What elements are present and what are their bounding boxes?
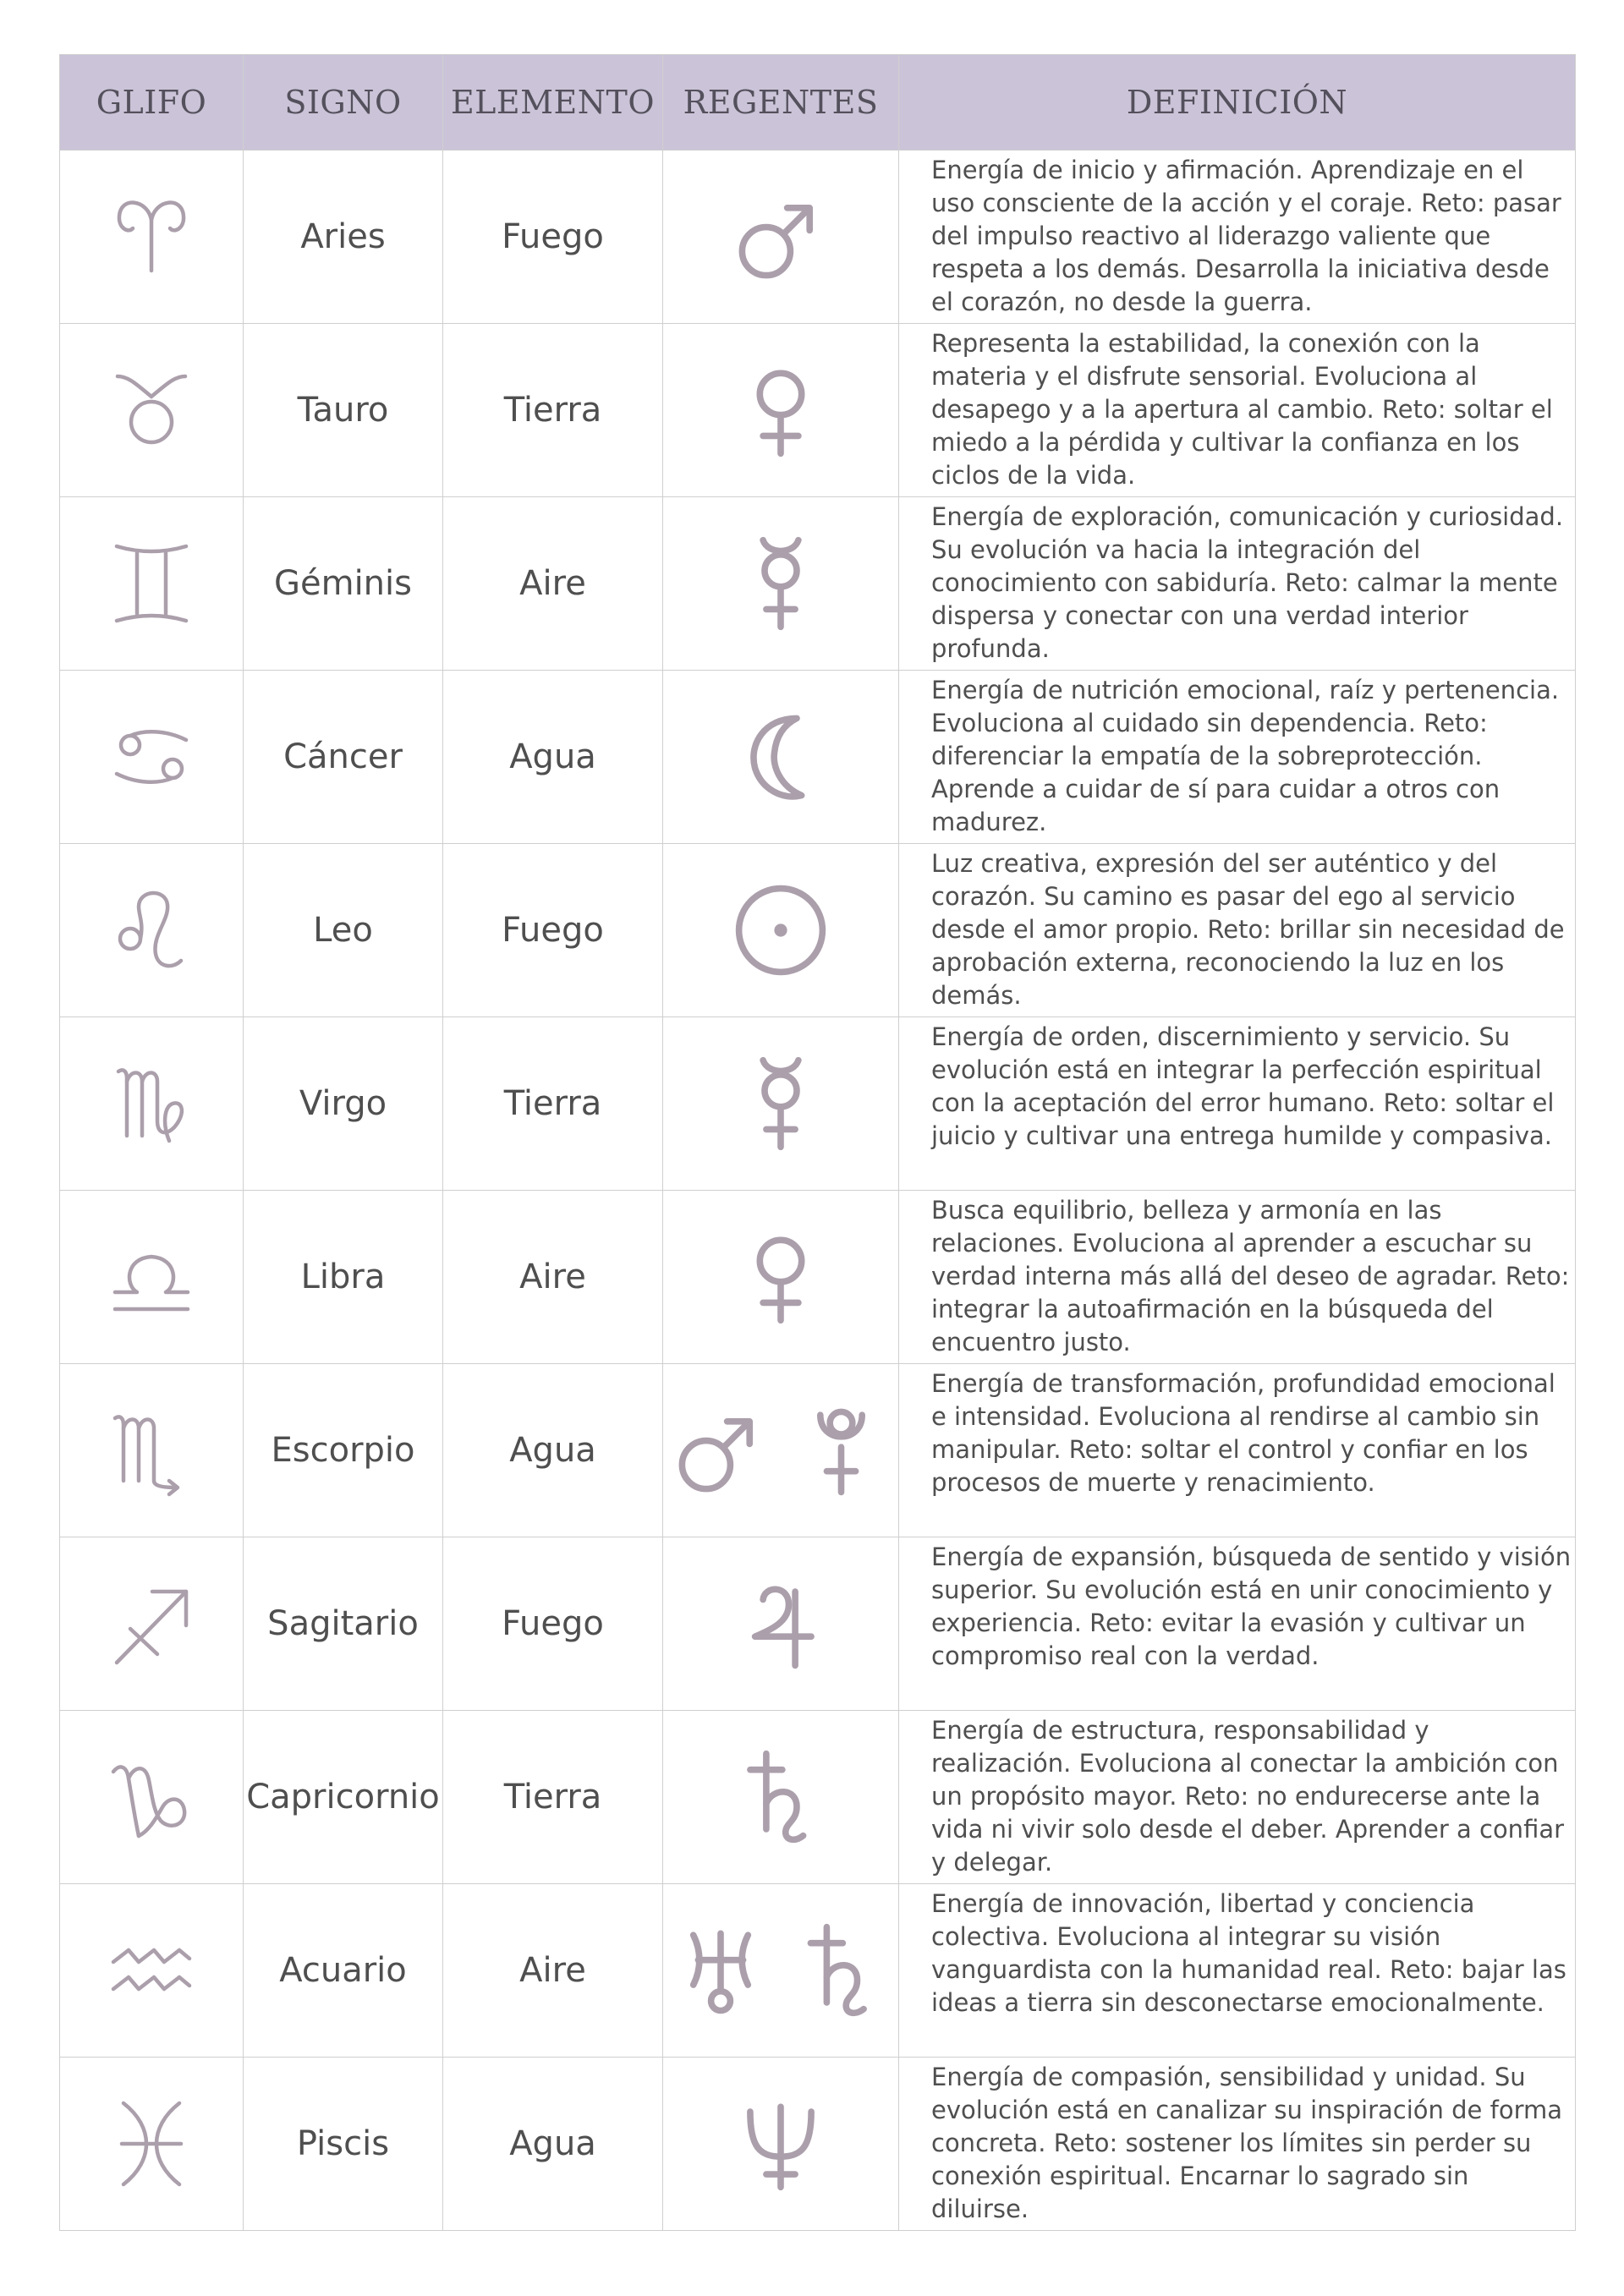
table-row [60,151,1576,324]
rulers-cell [663,1364,899,1537]
leo-icon [105,879,198,981]
glyph-cell [60,1711,244,1884]
sagittarius-icon [105,1573,198,1674]
glyph-cell [60,497,244,671]
saturn-icon [750,1754,804,1840]
mercury-icon [763,1060,798,1148]
mercury-icon [763,540,798,627]
pluto-icon [820,1411,862,1492]
cancer-icon [105,706,198,808]
definition-text: Energía de innovación, libertad y conciencia colectiva. Evoluciona al integrar su visión vanguardista con la humanidad real. Reto: bajar las ideas a tierra sin desconectarse emocionalmente. [899,1884,1576,2058]
rulers-cell [663,1884,899,2058]
element-name: Agua [443,1364,663,1537]
glyph-cell [60,2058,244,2231]
header-row [60,55,1576,151]
zodiac-table [59,54,1576,2231]
definition-text: Energía de nutrición emocional, raíz y pertenencia. Evoluciona al cuidado sin dependencia. Reto: diferenciar la empatía de la sobreprotección. Aprende a cuidar de sí para cuidar a otros con madurez. [899,671,1576,844]
element-name: Aire [443,1884,663,2058]
rulers-cell [663,1711,899,1884]
glyph-cell [60,1017,244,1191]
glyph-cell [60,1537,244,1711]
rulers-symbols [732,709,829,805]
saturn-icon [810,1927,864,2014]
element-name: Agua [443,2058,663,2231]
definition-text: Energía de compasión, sensibilidad y unidad. Su evolución está en canalizar su inspiración de forma concreta. Reto: sostener los límites sin perder su conexión espiritual. Encarnar lo sagrado sin diluirse. [899,2058,1576,2231]
rulers-cell [663,324,899,497]
table-row [60,844,1576,1017]
element-name: Fuego [443,844,663,1017]
element-name: Tierra [443,324,663,497]
jupiter-icon [755,1589,812,1665]
element-name: Tierra [443,1711,663,1884]
neptune-icon [750,2107,811,2187]
venus-icon [760,373,801,453]
element-name: Aire [443,1191,663,1364]
table-row [60,1537,1576,1711]
element-name: Fuego [443,151,663,324]
definition-text: Energía de exploración, comunicación y curiosidad. Su evolución va hacia la integración del conocimiento con sabiduría. Reto: calmar la mente dispersa y conectar con una verdad interior profunda. [899,497,1576,671]
sign-name: Capricornio [244,1711,443,1884]
sign-name: Aries [244,151,443,324]
moon-icon [754,718,802,797]
definition-text: Energía de orden, discernimiento y servicio. Su evolución está en integrar la perfección espiritual con la aceptación del error humano. Reto: soltar el juicio y cultivar una entrega humilde y compasiva. [899,1017,1576,1191]
sign-name: Escorpio [244,1364,443,1537]
rulers-symbols [732,1575,829,1672]
glyph-cell [60,671,244,844]
glyph-cell [60,324,244,497]
header-sign: SIGNO [244,55,443,151]
header-element: ELEMENTO [443,55,663,151]
sign-name: Libra [244,1191,443,1364]
glyph-cell [60,1191,244,1364]
rulers-symbols [732,535,829,632]
virgo-icon [105,1053,198,1154]
scorpio-icon [105,1400,198,1501]
capricorn-icon [105,1746,198,1848]
sign-name: Sagitario [244,1537,443,1711]
rulers-symbols [732,2096,829,2192]
rulers-cell [663,844,899,1017]
rulers-symbols [732,1749,829,1845]
gemini-icon [105,533,198,634]
rulers-symbols [672,1922,890,2019]
sign-name: Acuario [244,1884,443,2058]
element-name: Fuego [443,1537,663,1711]
glyph-cell [60,844,244,1017]
rulers-symbols [672,1402,890,1499]
mars-icon [742,208,809,276]
table-row [60,1884,1576,2058]
aquarius-icon [105,1920,198,2021]
venus-icon [760,1240,801,1320]
sign-name: Tauro [244,324,443,497]
element-name: Agua [443,671,663,844]
aries-icon [105,186,198,288]
header-glyph: GLIFO [60,55,244,151]
rulers-symbols [732,1229,829,1325]
rulers-cell [663,497,899,671]
rulers-symbols [732,882,829,978]
rulers-cell [663,1017,899,1191]
libra-icon [105,1226,198,1328]
header-rulers: REGENTES [663,55,899,151]
taurus-icon [105,359,198,461]
mars-icon [682,1422,749,1489]
definition-text: Energía de inicio y afirmación. Aprendizaje en el uso consciente de la acción y el coraje. Reto: pasar del impulso reactivo al liderazgo valiente que respeta a los demás. Desarrolla la iniciativa desde el corazón, no desde la guerra. [899,151,1576,324]
table-row [60,1711,1576,1884]
glyph-cell [60,1884,244,2058]
table-row [60,324,1576,497]
table-row [60,1017,1576,1191]
rulers-cell [663,1191,899,1364]
sign-name: Virgo [244,1017,443,1191]
sign-name: Géminis [244,497,443,671]
glyph-cell [60,1364,244,1537]
rulers-cell [663,671,899,844]
element-name: Aire [443,497,663,671]
sign-name: Leo [244,844,443,1017]
table-row [60,1364,1576,1537]
pisces-icon [105,2093,198,2195]
sign-name: Cáncer [244,671,443,844]
header-definition: DEFINICIÓN [899,55,1576,151]
definition-text: Representa la estabilidad, la conexión con la materia y el disfrute sensorial. Evoluciona al desapego y a la apertura al cambio. Reto: soltar el miedo a la pérdida y cultivar la confianza en los ciclos de la vida. [899,324,1576,497]
table-row [60,1191,1576,1364]
definition-text: Luz creativa, expresión del ser auténtico y del corazón. Su camino es pasar del ego al servicio desde el amor propio. Reto: brillar sin necesidad de aprobación externa, reconociendo la luz en los demás. [899,844,1576,1017]
table-row [60,2058,1576,2231]
rulers-symbols [732,362,829,458]
sign-name: Piscis [244,2058,443,2231]
sun-icon [739,889,823,973]
definition-text: Energía de expansión, búsqueda de sentido y visión superior. Su evolución está en unir conocimiento y experiencia. Reto: evitar la evasión y cultivar un compromiso real con la verdad. [899,1537,1576,1711]
definition-text: Energía de estructura, responsabilidad y realización. Evoluciona al conectar la ambición con un propósito mayor. Reto: no endurecerse ante la vida ni vivir solo desde el deber. Aprender a confiar y delegar. [899,1711,1576,1884]
definition-text: Energía de transformación, profundidad emocional e intensidad. Evoluciona al rendirse al cambio sin manipular. Reto: soltar el control y confiar en los procesos de muerte y renacimiento. [899,1364,1576,1537]
table-row [60,497,1576,671]
rulers-cell [663,151,899,324]
uranus-icon [693,1933,748,2010]
rulers-symbols [732,189,829,285]
table-row [60,671,1576,844]
rulers-cell [663,2058,899,2231]
rulers-symbols [732,1055,829,1152]
glyph-cell [60,151,244,324]
rulers-cell [663,1537,899,1711]
definition-text: Busca equilibrio, belleza y armonía en las relaciones. Evoluciona al aprender a escuchar su verdad interna más allá del deseo de agradar. Reto: integrar la autoafirmación en la búsqueda del encuentro justo. [899,1191,1576,1364]
element-name: Tierra [443,1017,663,1191]
